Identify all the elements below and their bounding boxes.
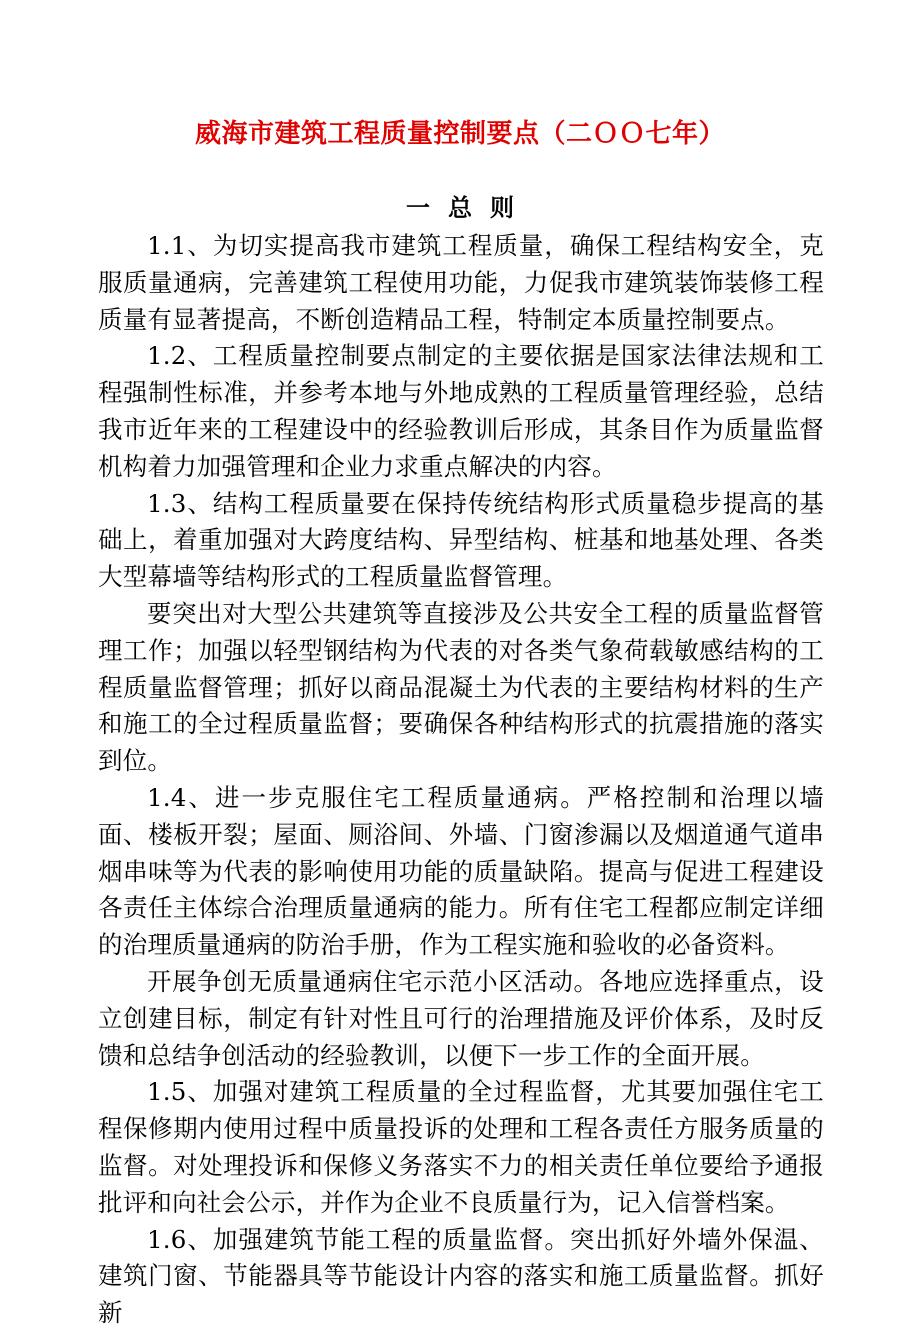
paragraph-1-5: 1.5、加强对建筑工程质量的全过程监督，尤其要加强住宅工程保修期内使用过程中质量投诉的处理和工程各责任方服务质量的监督。对处理投诉和保修义务落实不力的相关责任单位要给予通报批评和向社会公示，并作为企业不良质量行为，记入信誉档案。 (98, 1077, 824, 1217)
paragraph-1-4: 1.4、进一步克服住宅工程质量通病。严格控制和治理以墙面、楼板开裂；屋面、厕浴间、外墙、门窗渗漏以及烟道通气道串烟串味等为代表的影响使用功能的质量缺陷。提高与促进工程建设各责任主体综合治理质量通病的能力。所有住宅工程都应制定详细的治理质量通病的防治手册，作为工程实施和验收的必备资料。 (98, 782, 824, 960)
section-heading: 一总则 (406, 193, 532, 222)
paragraph-1-3: 1.3、结构工程质量要在保持传统结构形式质量稳步提高的基础上，着重加强对大跨度结构、异型结构、桩基和地基处理、各类大型幕墙等结构形式的工程质量监督管理。 (98, 488, 824, 592)
paragraph-1-1: 1.1、为切实提高我市建筑工程质量，确保工程结构安全，克服质量通病，完善建筑工程使用功能，力促我市建筑装饰装修工程质量有显著提高，不断创造精品工程，特制定本质量控制要点。 (98, 231, 824, 334)
paragraph-1-6: 1.6、加强建筑节能工程的质量监督。突出抓好外墙外保温、建筑门窗、节能器具等节能设计内容的落实和施工质量监督。抓好新 (98, 1224, 824, 1328)
paragraph-1-4-cont: 开展争创无质量通病住宅示范小区活动。各地应选择重点，设立创建目标，制定有针对性且可行的治理措施及评价体系，及时反馈和总结争创活动的经验教训，以便下一步工作的全面开展。 (98, 966, 824, 1070)
paragraph-1-2: 1.2、工程质量控制要点制定的主要依据是国家法律法规和工程强制性标准，并参考本地与外地成熟的工程质量管理经验，总结我市近年来的工程建设中的经验教训后形成，其条目作为质量监督机构着力加强管理和企业力求重点解决的内容。 (98, 341, 824, 481)
document-body (98, 228, 824, 1332)
document-title: 威海市建筑工程质量控制要点（二ＯＯ七年） (194, 119, 725, 149)
paragraph-1-3-cont: 要突出对大型公共建筑等直接涉及公共安全工程的质量监督管理工作；加强以轻型钢结构为代表的对各类气象荷载敏感结构的工程质量监督管理；抓好以商品混凝土为代表的主要结构材料的生产和施工的全过程质量监督；要确保各种结构形式的抗震措施的落实到位。 (98, 598, 824, 776)
